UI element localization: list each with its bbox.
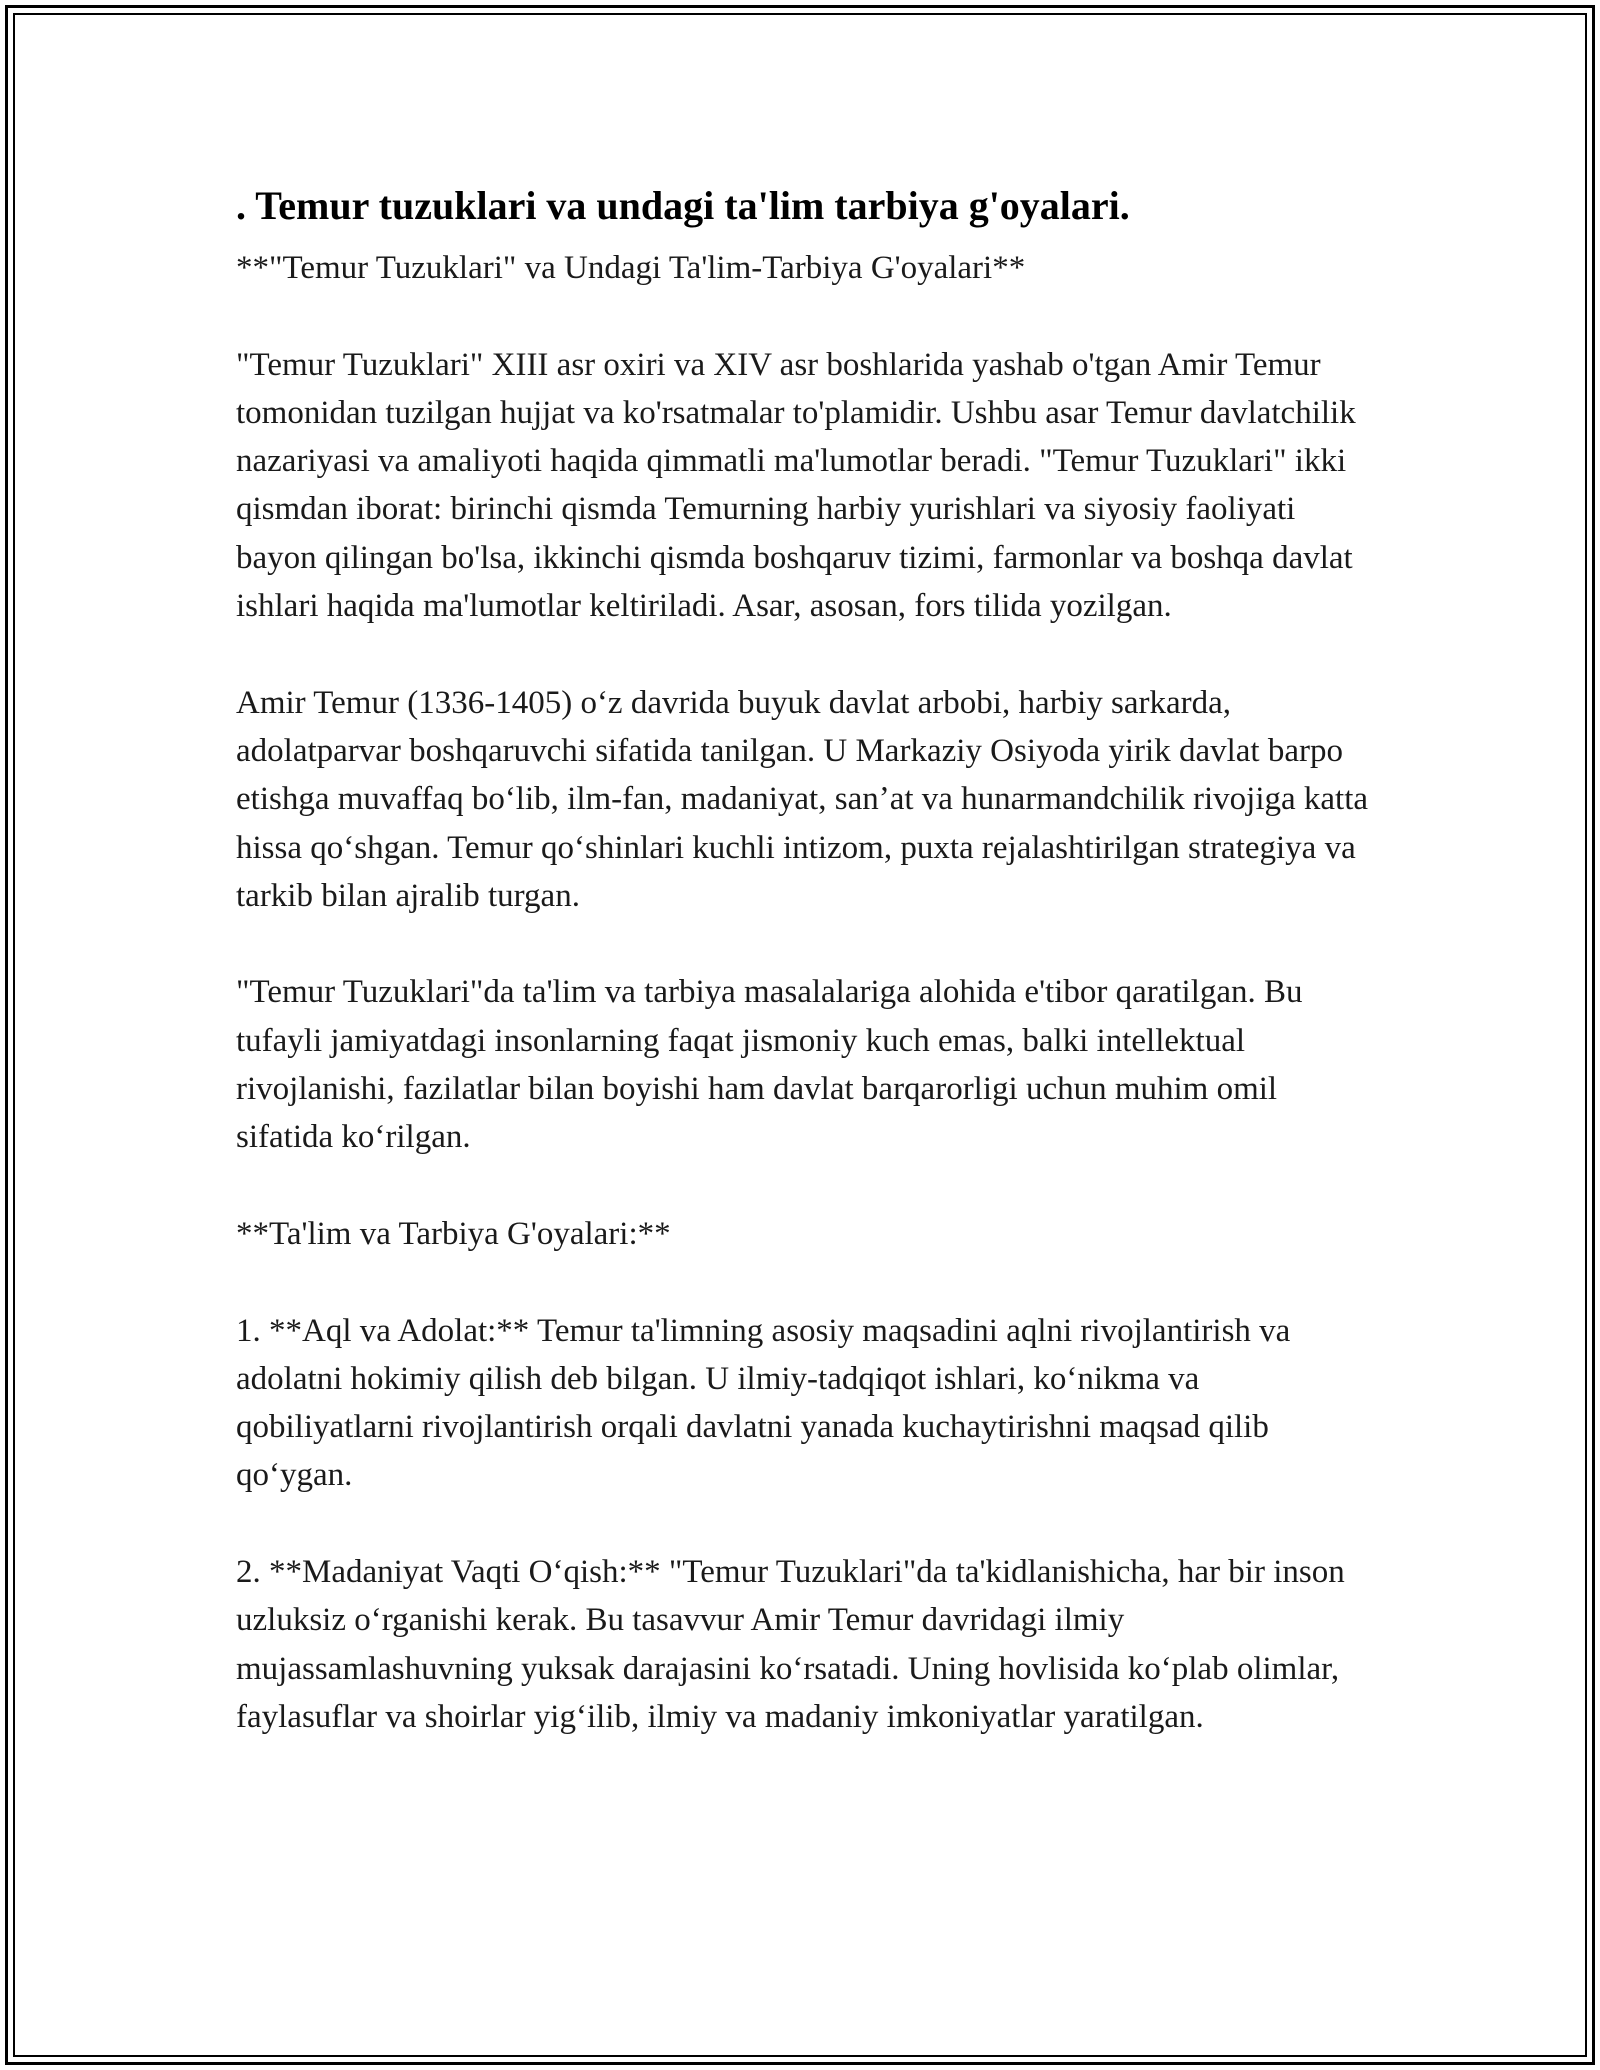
list-item-madaniyat: 2. **Madaniyat Vaqti Oʻqish:** "Temur Tuzuklari"da ta'kidlanishicha, har bir inson uzluksiz oʻrganishi kerak. Bu tasavvur Amir Temur davridagi ilmiy mujassamlashuvning yuksak darajasini koʻrsatadi. Uning hovlisida koʻplab olimlar, faylasuflar va shoirlar yigʻilib, ilmiy va madaniy imkoniyatlar yaratilgan. (236, 1554, 1345, 1735)
document-subtitle: **"Temur Tuzuklari" va Undagi Ta'lim-Tarbiya G'oyalari** (236, 250, 1026, 286)
paragraph-talim-tarbiya: "Temur Tuzuklari"da ta'lim va tarbiya masalalariga alohida e'tibor qaratilgan. Bu tufayli jamiyatdagi insonlarning faqat jismoniy kuch emas, balki intellektual rivojlanishi, fazilatlar bilan boyishi ham davlat barqarorligi uchun muhim omil sifatida koʻrilgan. (236, 974, 1303, 1156)
document-title: . Temur tuzuklari va undagi ta'lim tarbiya g'oyalari. (236, 183, 1130, 228)
section-heading-goyalar: **Ta'lim va Tarbiya G'oyalari:** (236, 1215, 671, 1252)
list-item-aql-adolat: 1. **Aql va Adolat:** Temur ta'limning asosiy maqsadini aqlni rivojlantirish va adolatni hokimiy qilish deb bilgan. U ilmiy-tadqiqot ishlari, koʻnikma va qobiliyatlarni rivojlantirish orqali davlatni yanada kuchaytirishni maqsad qilib qoʻygan. (236, 1312, 1291, 1494)
paragraph-amir-temur: Amir Temur (1336-1405) oʻz davrida buyuk davlat arbobi, harbiy sarkarda, adolatparvar boshqaruvchi sifatida tanilgan. U Markaziy Osiyoda yirik davlat barpo etishga muvaffaq boʻlib, ilm-fan, madaniyat, sanʼat va hunarmandchilik rivojiga katta hissa qoʻshgan. Temur qoʻshinlari kuchli intizom, puxta rejalashtirilgan strategiya va tarkib bilan ajralib turgan. (236, 684, 1369, 914)
paragraph-intro: "Temur Tuzuklari" XIII asr oxiri va XIV asr boshlarida yashab o'tgan Amir Temur tomonidan tuzilgan hujjat va ko'rsatmalar to'plamidir. Ushbu asar Temur davlatchilik nazariyasi va amaliyoti haqida qimmatli ma'lumotlar beradi. "Temur Tuzuklari" ikki qismdan iborat: birinchi qismda Temurning harbiy yurishlari va siyosiy faoliyati bayon qilingan bo'lsa, ikkinchi qismda boshqaruv tizimi, farmonlar va boshqa davlat ishlari haqida ma'lumotlar keltiriladi. Asar, asosan, fors tilida yozilgan. (236, 346, 1356, 625)
document-body (236, 180, 1376, 1790)
